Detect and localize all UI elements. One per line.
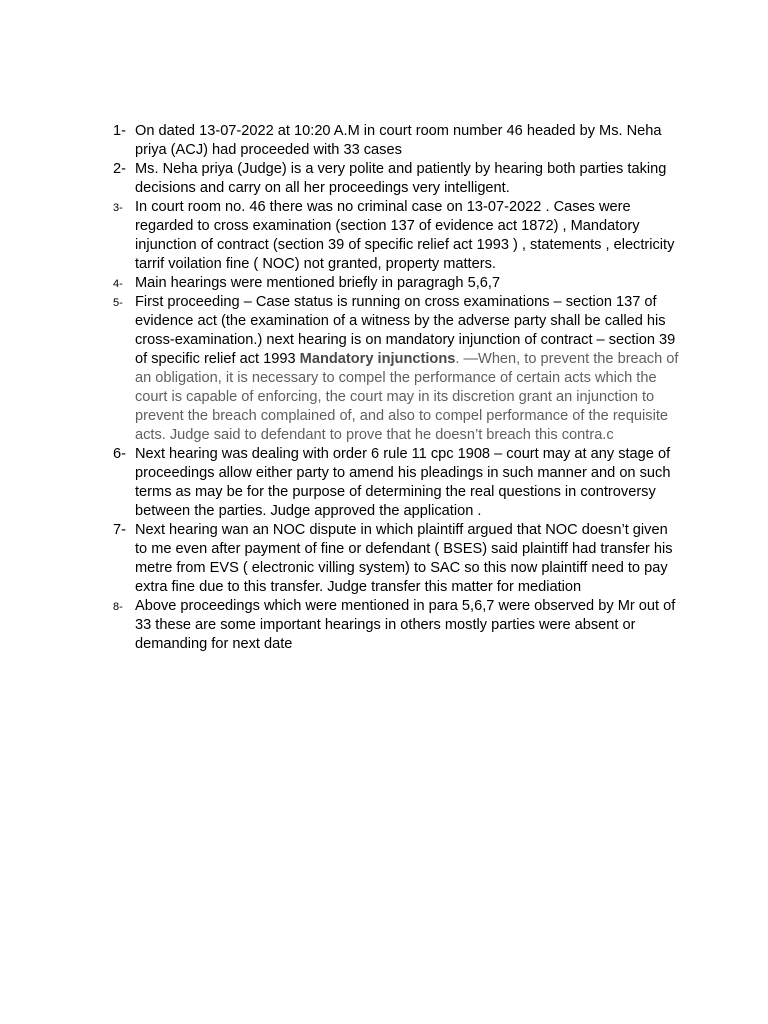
list-item-text: Main hearings were mentioned briefly in paragragh 5,6,7: [135, 275, 501, 291]
list-number: 1-: [113, 123, 126, 139]
list-item-5: [0, 293, 680, 445]
list-number: 7-: [113, 522, 126, 538]
list-number: 3-: [113, 202, 123, 214]
list-item-text: Next hearing was dealing with order 6 rule 11 cpc 1908 – court may at any stage of proceedings allow either party to amend his pleadings in such manner and on such terms as may be for the purpose of determining the real questions in controversy between the parties. Judge approved the application .: [135, 446, 671, 519]
numbered-list: [0, 122, 768, 654]
list-item-8: [0, 597, 680, 654]
list-item-6: [0, 445, 680, 521]
list-item-7: [0, 521, 680, 597]
mandatory-injunctions-heading: Mandatory injunctions: [299, 351, 456, 367]
list-number: 4-: [113, 278, 123, 290]
list-number: 5-: [113, 297, 123, 309]
list-item-1: [0, 122, 680, 160]
list-item-4: [0, 274, 680, 293]
list-item-text: Next hearing wan an NOC dispute in which plaintiff argued that NOC doesn’t given to me even after payment of fine or defendant ( BSES) said plaintiff had transfer his metre from EVS ( electronic villing system) to SAC so this now plaintiff need to pay extra fine due to this transfer. Judge transfer this matter for mediation: [135, 522, 673, 595]
list-item-text: On dated 13-07-2022 at 10:20 A.M in court room number 46 headed by Ms. Neha priya (ACJ) had proceeded with 33 cases: [135, 123, 662, 158]
list-item-3: [0, 198, 680, 274]
list-item-text: Ms. Neha priya (Judge) is a very polite and patiently by hearing both parties taking decisions and carry on all her proceedings very intelligent.: [135, 161, 667, 196]
list-item-text: Above proceedings which were mentioned in para 5,6,7 were observed by Mr out of 33 these are some important hearings in others mostly parties were absent or demanding for next date: [135, 598, 676, 652]
list-item-2: [0, 160, 680, 198]
list-number: 2-: [113, 161, 126, 177]
list-item-text: First proceeding – Case status is running on cross examinations – section 137 of evidence act (the examination of a witness by the adverse party shall be called his cross-examination.) next hearing is on mandatory injunction of contract – section 39 of specific relief act 1993: [135, 294, 676, 367]
list-number: 8-: [113, 601, 123, 613]
list-number: 6-: [113, 446, 126, 462]
list-item-text: In court room no. 46 there was no criminal case on 13-07-2022 . Cases were regarded to cross examination (section 137 of evidence act 1872) , Mandatory injunction of contract (section 39 of specific relief act 1993 ) , statements , electricity tarrif voilation fine ( NOC) not granted, property matters.: [135, 199, 675, 272]
quoted-statute-text: . —When, to prevent the breach of an obligation, it is necessary to compel the performance of certain acts which the court is capable of enforcing, the court may in its discretion grant an injunction to prevent the breach complained of, and also to compel performance of the requisite acts. Judge said to defendant to prove that he doesn’t breach this contra.c: [135, 351, 679, 443]
